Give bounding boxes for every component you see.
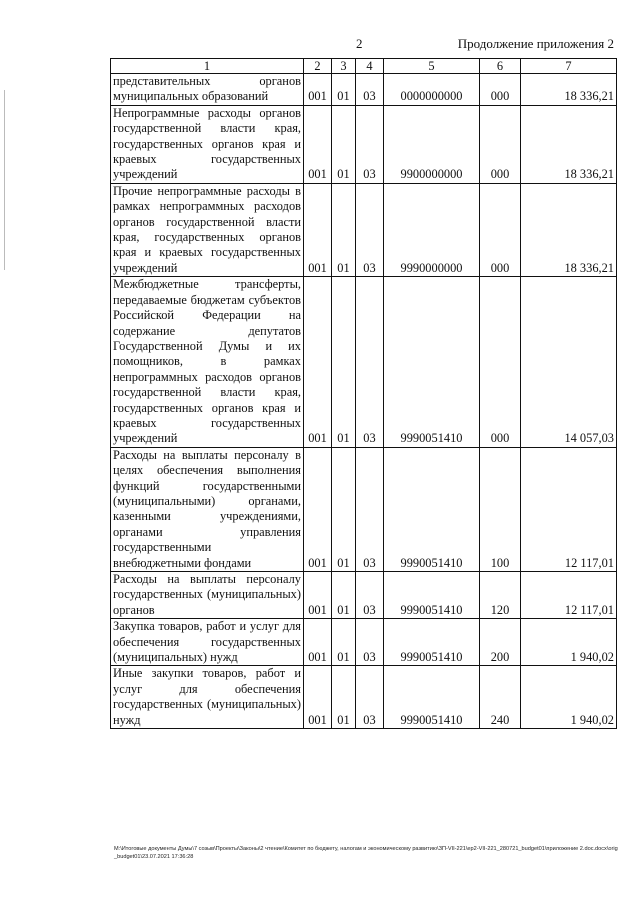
subsection-code: 03 — [356, 183, 384, 276]
target-article-code: 9900000000 — [384, 105, 480, 183]
column-header: 5 — [384, 59, 480, 74]
page-number: 2 — [356, 36, 363, 51]
subsection-code: 03 — [356, 572, 384, 619]
target-article-code: 9990051410 — [384, 447, 480, 571]
target-article-code: 9990051410 — [384, 572, 480, 619]
table-row — [111, 277, 617, 447]
column-header: 6 — [480, 59, 521, 74]
expense-type-code: 000 — [480, 105, 521, 183]
column-header: 2 — [304, 59, 332, 74]
ministry-code: 001 — [304, 277, 332, 447]
subsection-code: 03 — [356, 619, 384, 666]
subsection-code: 03 — [356, 277, 384, 447]
file-path-footer: M:\Итоговые документы Думы\7 созыв\Проекты\Законы\2 чтение\Комитет по бюджету, налогам и экономическому развитию\ЗП-VII-221\ep2-VII-221_280721_budget01\приложение 2.doc.docx\orig_budget01\23.07.2021 17:36:28 — [114, 846, 618, 860]
table-row — [111, 619, 617, 666]
ministry-code: 001 — [304, 666, 332, 729]
column-header: 7 — [521, 59, 617, 74]
ministry-code: 001 — [304, 105, 332, 183]
page-header — [0, 36, 640, 52]
expense-type-code: 240 — [480, 666, 521, 729]
amount: 18 336,21 — [521, 74, 617, 106]
expense-name: Прочие непрограммные расходы в рамках непрограммных расходов органов государственной власти края, государственных органов края и краевых государственных учреждений — [111, 183, 304, 276]
subsection-code: 03 — [356, 105, 384, 183]
expense-type-code: 000 — [480, 277, 521, 447]
ministry-code: 001 — [304, 74, 332, 106]
section-code: 01 — [332, 277, 356, 447]
continuation-label: Продолжение приложения 2 — [457, 36, 614, 51]
ministry-code: 001 — [304, 447, 332, 571]
expense-name: Иные закупки товаров, работ и услуг для обеспечения государственных (муниципальных) нужд — [111, 666, 304, 729]
section-code: 01 — [332, 447, 356, 571]
column-header: 3 — [332, 59, 356, 74]
target-article-code: 0000000000 — [384, 74, 480, 106]
table-row — [111, 183, 617, 276]
table-row — [111, 447, 617, 571]
amount: 12 117,01 — [521, 572, 617, 619]
subsection-code: 03 — [356, 447, 384, 571]
expense-name: Межбюджетные трансферты, передаваемые бюджетам субъектов Российской Федерации на содержание депутатов Государственной Думы и их помощников, в рамках непрограммных расходов органов государственной власти края, государственных органов края и краевых государственных учреждений — [111, 277, 304, 447]
section-code: 01 — [332, 74, 356, 106]
subsection-code: 03 — [356, 74, 384, 106]
amount: 1 940,02 — [521, 666, 617, 729]
amount: 14 057,03 — [521, 277, 617, 447]
column-header: 4 — [356, 59, 384, 74]
expense-name: представительных органов муниципальных образований — [111, 74, 304, 106]
amount: 12 117,01 — [521, 447, 617, 571]
expense-name: Расходы на выплаты персоналу в целях обеспечения выполнения функций государственными (муниципальными) органами, казенными учреждениями, органами управления государственными внебюджетными фондами — [111, 447, 304, 571]
target-article-code: 9990000000 — [384, 183, 480, 276]
section-code: 01 — [332, 572, 356, 619]
expense-name: Закупка товаров, работ и услуг для обеспечения государственных (муниципальных) нужд — [111, 619, 304, 666]
expense-name: Расходы на выплаты персоналу государственных (муниципальных) органов — [111, 572, 304, 619]
budget-table — [110, 58, 617, 729]
expense-type-code: 100 — [480, 447, 521, 571]
expense-type-code: 000 — [480, 183, 521, 276]
column-header: 1 — [111, 59, 304, 74]
amount: 1 940,02 — [521, 619, 617, 666]
expense-type-code: 000 — [480, 74, 521, 106]
table-row — [111, 105, 617, 183]
expense-name: Непрограммные расходы органов государственной власти края, государственных органов края и краевых государственных учреждений — [111, 105, 304, 183]
table-row — [111, 666, 617, 729]
target-article-code: 9990051410 — [384, 277, 480, 447]
section-code: 01 — [332, 666, 356, 729]
expense-type-code: 200 — [480, 619, 521, 666]
section-code: 01 — [332, 183, 356, 276]
section-code: 01 — [332, 105, 356, 183]
amount: 18 336,21 — [521, 105, 617, 183]
ministry-code: 001 — [304, 183, 332, 276]
target-article-code: 9990051410 — [384, 619, 480, 666]
table-row — [111, 572, 617, 619]
ministry-code: 001 — [304, 572, 332, 619]
amount: 18 336,21 — [521, 183, 617, 276]
ministry-code: 001 — [304, 619, 332, 666]
table-row — [111, 74, 617, 106]
section-code: 01 — [332, 619, 356, 666]
subsection-code: 03 — [356, 666, 384, 729]
table-header-row — [111, 59, 617, 74]
scan-edge-mark — [4, 90, 5, 270]
target-article-code: 9990051410 — [384, 666, 480, 729]
expense-type-code: 120 — [480, 572, 521, 619]
